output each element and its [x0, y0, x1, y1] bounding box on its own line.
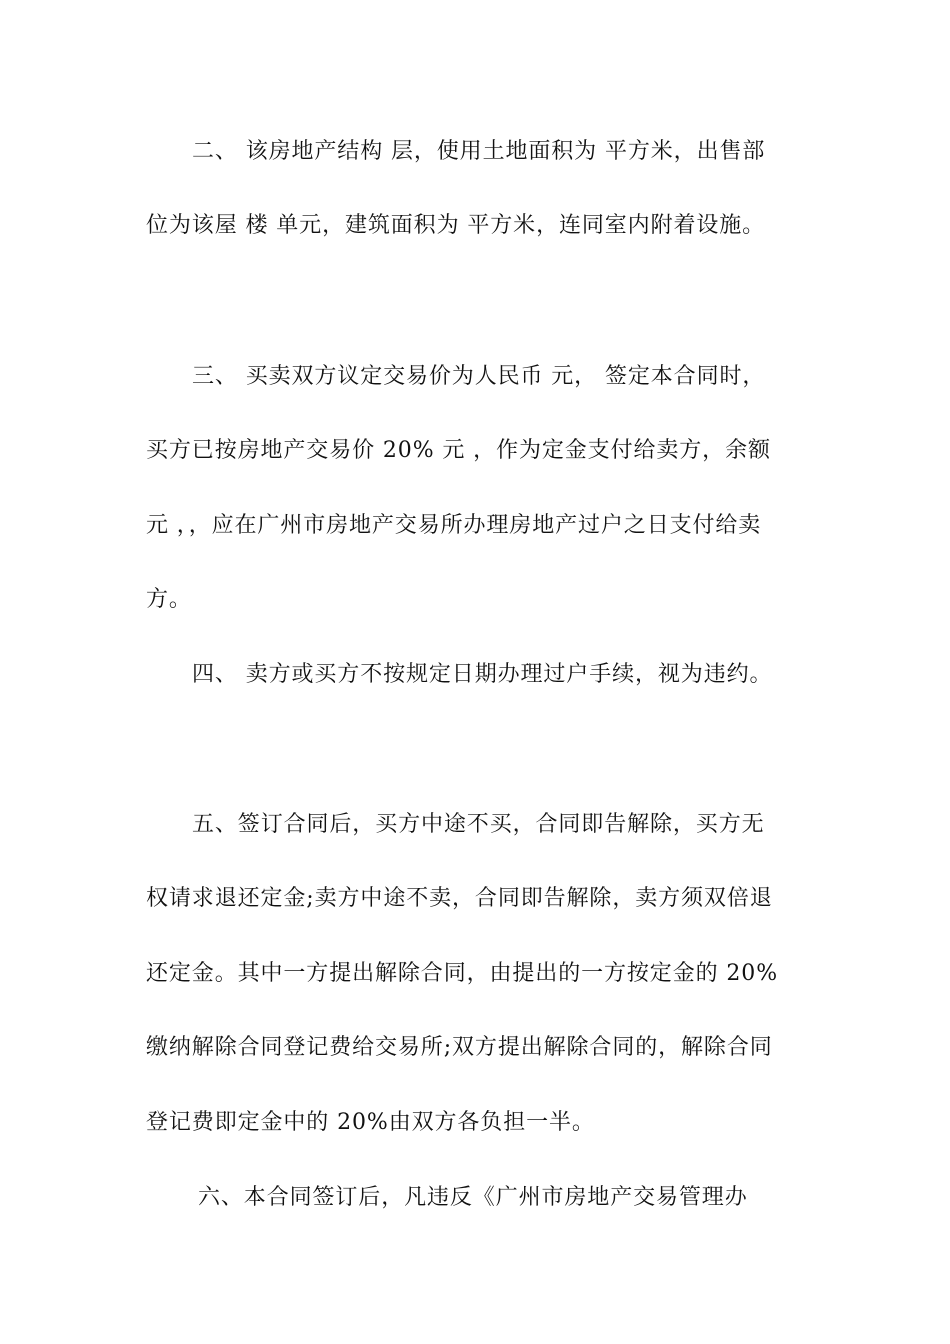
clause-5-line-1: 五、签订合同后，买方中途不买，合同即告解除，买方无	[192, 812, 765, 837]
clause-5-line-5: 登记费即定金中的 20%由双方各负担一半。	[146, 1110, 595, 1135]
clause-5-line-3: 还定金。其中一方提出解除合同，由提出的一方按定金的 20%	[146, 961, 778, 986]
clause-5-line-4: 缴纳解除合同登记费给交易所;双方提出解除合同的，解除合同	[146, 1035, 773, 1060]
clause-6-line-1: 六、本合同签订后，凡违反《广州市房地产交易管理办	[198, 1185, 748, 1210]
clause-3-line-2: 买方已按房地产交易价 20% 元 ，作为定金支付给卖方，余额	[146, 438, 771, 463]
clause-3-line-1: 三、 买卖双方议定交易价为人民币 元， 签定本合同时，	[192, 364, 766, 389]
clause-2-line-2: 位为该屋 楼 单元，建筑面积为 平方米，连同室内附着设施。	[146, 213, 766, 238]
clause-5-line-2: 权请求退还定金;卖方中途不卖，合同即告解除，卖方须双倍退	[146, 886, 773, 911]
clause-3-line-4: 方。	[146, 587, 192, 612]
clause-3-line-3: 元 ，，应在广州市房地产交易所办理房地产过户之日支付给卖	[146, 513, 762, 538]
clause-4-line-1: 四、 卖方或买方不按规定日期办理过户手续，视为违约。	[192, 662, 773, 687]
clause-2-line-1: 二、 该房地产结构 层，使用土地面积为 平方米，出售部	[192, 139, 766, 164]
